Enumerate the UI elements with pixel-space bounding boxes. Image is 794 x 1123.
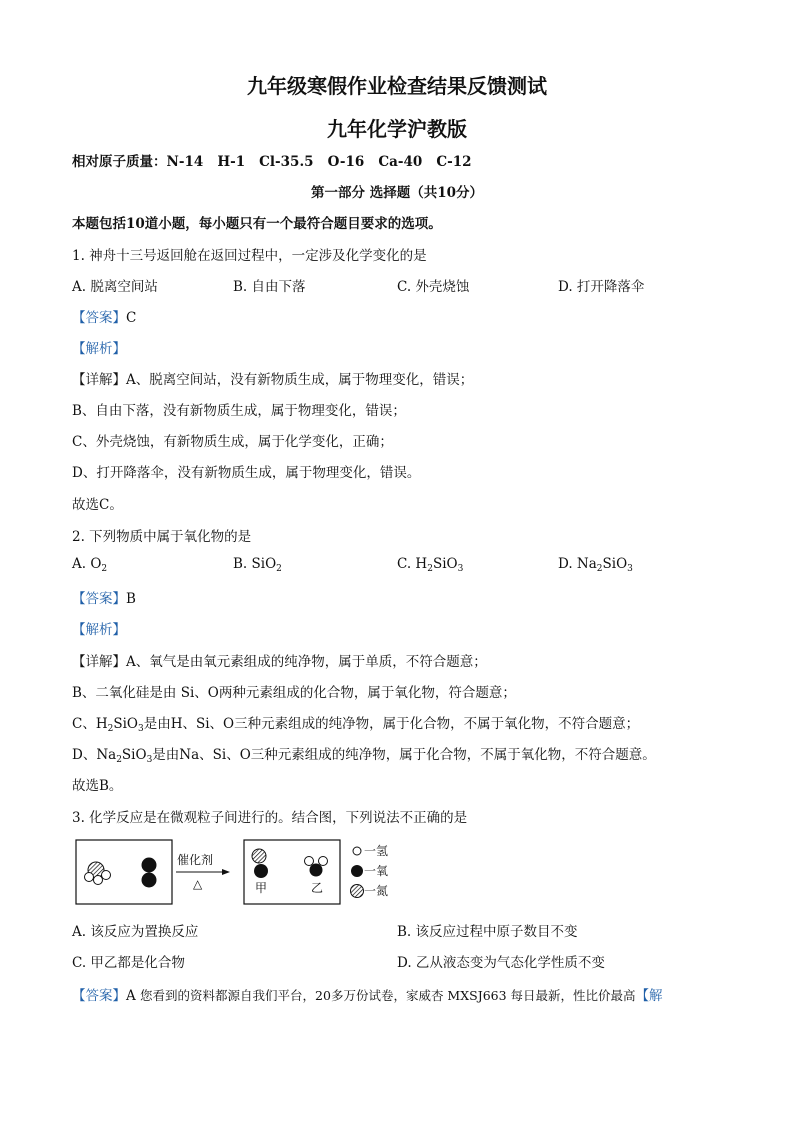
q2-detail-d xyxy=(72,743,656,765)
nitrogen-legend-icon xyxy=(351,885,364,898)
q3-option-d: D. 乙从液态变为气态化学性质不变 xyxy=(397,955,605,971)
q1-analysis-tag: 【解析】 xyxy=(72,341,126,357)
q2-option-c-sub2: 3 xyxy=(457,564,464,574)
q2-detail-d-mid: SiO xyxy=(121,747,147,763)
q2-option-d xyxy=(558,556,633,574)
oxygen-legend-icon xyxy=(351,865,363,877)
q3-answer-value: A xyxy=(126,988,136,1004)
q3-option-b: B. 该反应过程中原子数目不变 xyxy=(397,924,578,940)
q2-option-d-mid: SiO xyxy=(602,556,628,572)
q2-option-d-pre: D. Na xyxy=(558,556,597,572)
q2-detail-d-sub2: 3 xyxy=(146,755,153,765)
q1-conclusion: 故选C。 xyxy=(72,497,123,513)
section-heading: 第一部分 选择题（共10分） xyxy=(311,185,483,201)
q1-detail-a xyxy=(72,368,473,388)
q2-detail-c-sub1: 2 xyxy=(107,724,114,734)
hydrogen-legend-icon xyxy=(353,847,361,855)
reaction-diagram xyxy=(72,836,432,908)
yi-label: 乙 xyxy=(311,881,324,895)
atomic-mass-line xyxy=(72,150,472,170)
atomic-mass-values: N-14 H-1 Cl-35.5 O-16 Ca-40 C-12 xyxy=(166,154,472,170)
q2-option-c-pre: C. H xyxy=(397,556,428,572)
q2-detail-a xyxy=(72,650,487,670)
q1-detail-a-text: A、脱离空间站，没有新物质生成，属于物理变化，错误； xyxy=(126,372,474,388)
q2-detail-c xyxy=(72,712,639,734)
detail-tag: 【详解】 xyxy=(72,654,126,670)
q2-option-b-label: B. SiO xyxy=(233,556,277,572)
legend-oxygen: 一氧 xyxy=(364,864,389,878)
q2-detail-c-sub2: 3 xyxy=(137,724,144,734)
legend-hydrogen: 一氢 xyxy=(364,844,389,858)
q2-option-d-sub1: 2 xyxy=(596,564,603,574)
q2-detail-c-rest: 是由H、Si、O三种元素组成的纯净物，属于化合物，不属于氧化物，不符合题意； xyxy=(143,716,640,732)
q2-option-b xyxy=(233,556,282,574)
q2-analysis-tag: 【解析】 xyxy=(72,622,126,638)
legend-nitrogen: 一氮 xyxy=(364,884,389,898)
q2-detail-c-mid: SiO xyxy=(113,716,138,732)
q2-answer-value: B xyxy=(126,591,136,607)
q2-detail-b: B、二氧化硅是由 Si、O两种元素组成的化合物，属于氧化物，符合题意； xyxy=(72,685,516,701)
q2-option-c-sub1: 2 xyxy=(427,564,433,574)
q1-detail-c: C、外壳烧蚀，有新物质生成，属于化学变化，正确； xyxy=(72,434,393,450)
q1-option-b: B. 自由下落 xyxy=(233,279,306,295)
q1-detail-b: B、自由下落，没有新物质生成，属于物理变化，错误； xyxy=(72,403,406,419)
footer-tail-tag: 【解 xyxy=(635,988,663,1004)
q2-option-b-sub: 2 xyxy=(276,564,282,574)
jia-label: 甲 xyxy=(255,881,268,895)
q3-option-c: C. 甲乙都是化合物 xyxy=(72,955,185,971)
q2-option-a-label: A. O xyxy=(72,556,102,572)
answer-tag: 【答案】 xyxy=(72,591,126,607)
q2-detail-c-pre: C、H xyxy=(72,716,108,732)
q2-option-c xyxy=(397,556,463,574)
q2-stem: 2. 下列物质中属于氧化物的是 xyxy=(72,529,252,545)
answer-tag: 【答案】 xyxy=(72,310,126,326)
q2-detail-d-sub1: 2 xyxy=(116,755,122,765)
detail-tag: 【详解】 xyxy=(72,372,126,388)
footer-ad-text: 您看到的资料都源自我们平台，20多万份试卷，家威杏 MXSJ663 每日最新，性比价最高 xyxy=(140,988,636,1003)
q1-stem: 1. 神舟十三号返回舱在返回过程中，一定涉及化学变化的是 xyxy=(72,248,427,264)
section-instruction: 本题包括10道小题，每小题只有一个最符合题目要求的选项。 xyxy=(72,216,442,232)
q3-option-a: A. 该反应为置换反应 xyxy=(72,924,199,940)
q3-stem: 3. 化学反应是在微观粒子间进行的。结合图，下列说法不正确的是 xyxy=(72,810,468,826)
page-title: 九年级寒假作业检查结果反馈测试 xyxy=(247,74,547,98)
q1-option-d: D. 打开降落伞 xyxy=(558,279,645,295)
q1-detail-d: D、打开降落伞，没有新物质生成，属于物理变化，错误。 xyxy=(72,465,421,481)
q2-detail-a-text: A、氧气是由氧元素组成的纯净物，属于单质，不符合题意； xyxy=(126,654,487,670)
heat-symbol: △ xyxy=(193,877,203,891)
q3-answer xyxy=(72,984,722,1004)
q2-conclusion: 故选B。 xyxy=(72,778,123,794)
catalyst-label: 催化剂 xyxy=(177,853,214,867)
page-subtitle: 九年化学沪教版 xyxy=(327,117,467,141)
q1-option-a: A. 脱离空间站 xyxy=(72,279,158,295)
answer-tag: 【答案】 xyxy=(72,988,126,1004)
q2-option-a xyxy=(72,556,107,574)
q1-answer xyxy=(72,306,136,326)
q2-detail-d-rest: 是由Na、Si、O三种元素组成的纯净物，属于化合物，不属于氧化物，不符合题意。 xyxy=(152,747,656,763)
q2-option-d-sub2: 3 xyxy=(627,564,633,574)
atomic-mass-label: 相对原子质量： xyxy=(72,154,167,170)
q2-detail-d-pre: D、Na xyxy=(72,747,117,763)
q2-option-a-sub: 2 xyxy=(101,564,108,574)
arrow-head xyxy=(222,869,230,875)
q1-option-c: C. 外壳烧蚀 xyxy=(397,279,470,295)
q1-answer-value: C xyxy=(126,310,137,326)
q2-option-c-mid: SiO xyxy=(432,556,458,572)
q2-answer xyxy=(72,587,136,607)
